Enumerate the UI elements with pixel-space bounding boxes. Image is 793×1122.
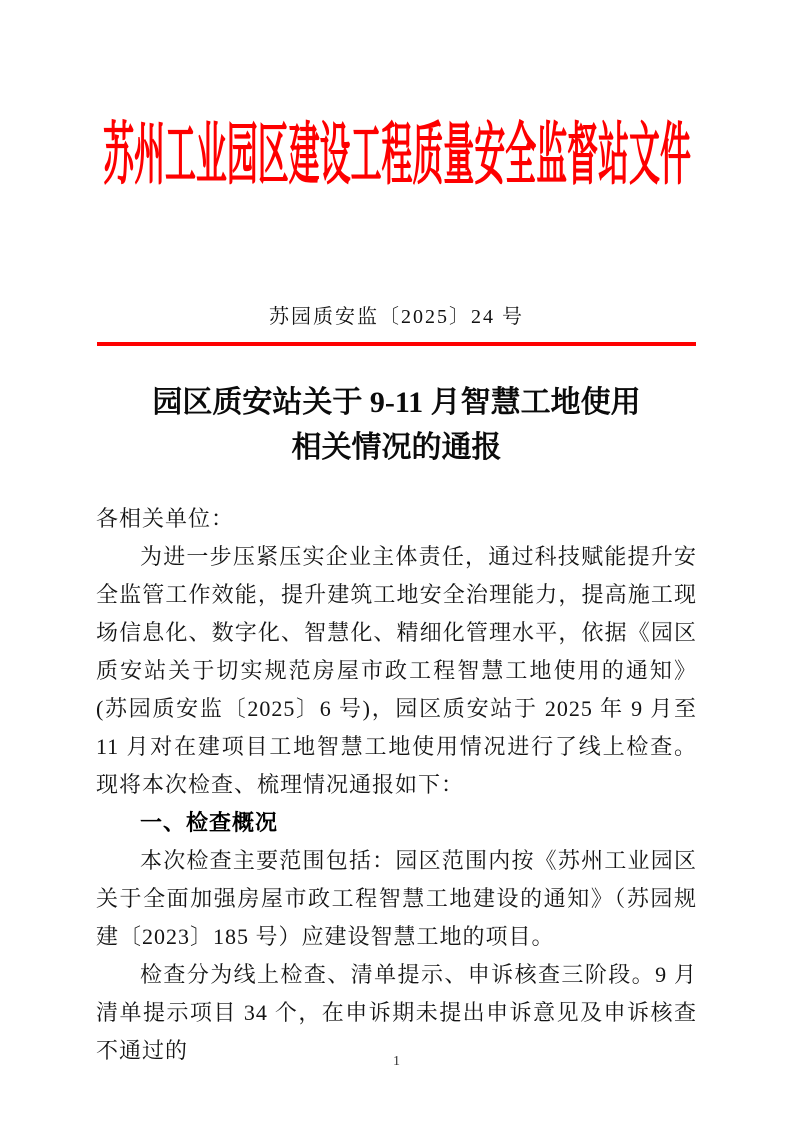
document-title-line2: 相关情况的通报 [291,431,502,464]
paragraph-intro: 为进一步压紧压实企业主体责任，通过科技赋能提升安全监管工作效能，提升建筑工地安全治理能力，提高施工现场信息化、数字化、智慧化、精细化管理水平，依据《园区质安站关于切实规范房屋市政工程智慧工地使用的通知》(苏园质安监〔2025〕6 号)，园区质安站于 2025 年 9 月至 11 月对在建项目工地智慧工地使用情况进行了线上检查。现将本次检查、梳理情况通报如下： [96,544,697,797]
page-number: 1 [393,1054,400,1069]
document-body [96,500,697,1070]
section-heading-1: 一、检查概况 [140,810,279,835]
issuing-agency-header: 苏州工业园区建设工程质量安全监督站文件 [102,117,691,193]
document-title [0,380,793,470]
red-header-banner [0,118,793,192]
document-title-line1: 园区质安站关于 9-11 月智慧工地使用 [152,386,641,419]
paragraph-phases: 检查分为线上检查、清单提示、申诉核查三阶段。9 月清单提示项目 34 个，在申诉期未提出申诉意见及申诉核查不通过的 [96,962,697,1063]
paragraph-scope: 本次检查主要范围包括：园区范围内按《苏州工业园区关于全面加强房屋市政工程智慧工地建设的通知》（苏园规建〔2023〕185 号）应建设智慧工地的项目。 [96,848,697,949]
salutation: 各相关单位： [96,506,235,531]
red-separator-line [97,342,696,346]
document-number: 苏园质安监〔2025〕24 号 [269,306,524,328]
